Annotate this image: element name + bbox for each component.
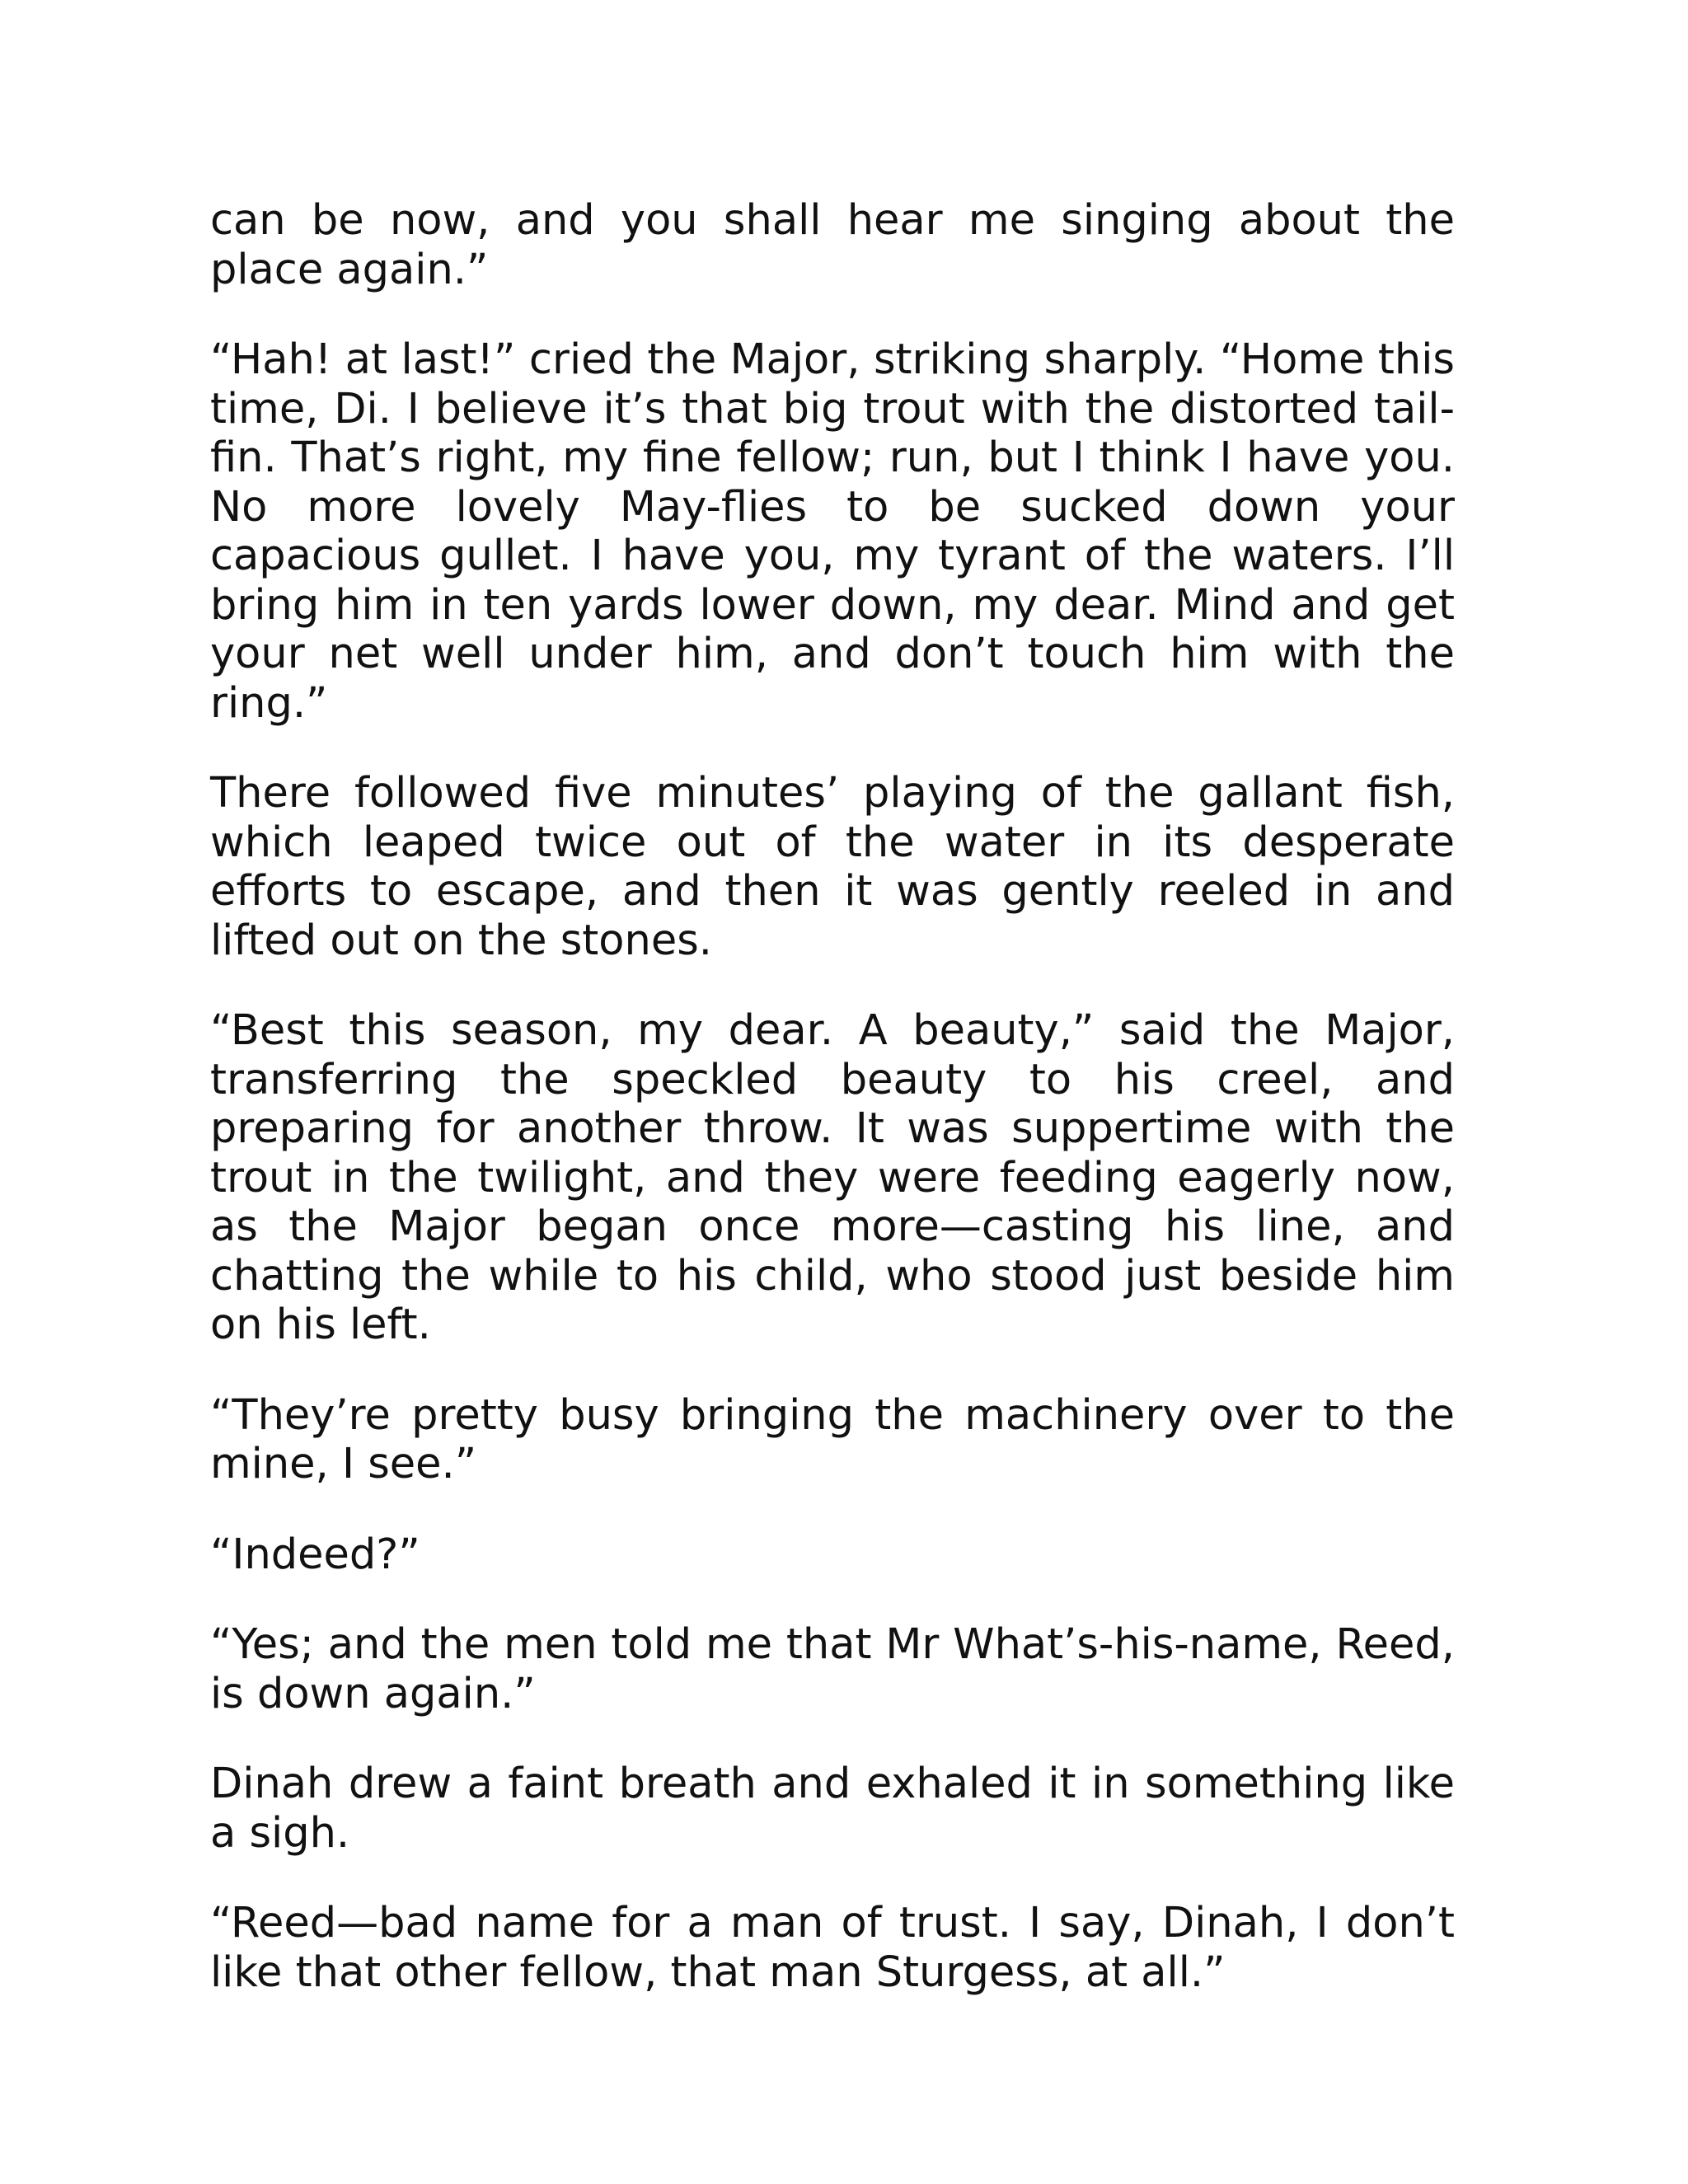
paragraph: “Best this season, my dear. A beauty,” said the Major, transferring the speckled beauty to his creel, and preparing for another throw. It was suppertime with the trout in the twilight, and they were feeding eagerly now, as the Major began once more—casting his line, and chatting the while to his child, who stood just beside him on his left.: [210, 1006, 1455, 1349]
paragraph: “They’re pretty busy bringing the machinery over to the mine, I see.”: [210, 1390, 1455, 1488]
paragraph: Dinah drew a faint breath and exhaled it in something like a sigh.: [210, 1760, 1455, 1858]
paragraph: “Yes; and the men told me that Mr What’s-his-name, Reed, is down again.”: [210, 1620, 1455, 1718]
paragraph: “Indeed?”: [210, 1530, 420, 1579]
page-body: [210, 196, 1455, 2038]
paragraph: “Hah! at last!” cried the Major, striking sharply. “Home this time, Di. I believe it’s that big trout with the distorted tail-fin. That’s right, my fine fellow; run, but I think I have you. No more lovely May-flies to be sucked down your capacious gullet. I have you, my tyrant of the waters. I’ll bring him in ten yards lower down, my dear. Mind and get your net well under him, and don’t touch him with the ring.”: [210, 335, 1455, 728]
paragraph: There followed five minutes’ playing of the gallant fish, which leaped twice out of the water in its desperate efforts to escape, and then it was gently reeled in and lifted out on the stones.: [210, 769, 1455, 965]
paragraph: “Reed—bad name for a man of trust. I say, Dinah, I don’t like that other fellow, that man Sturgess, at all.”: [210, 1899, 1455, 1997]
paragraph: can be now, and you shall hear me singing about the place again.”: [210, 196, 1455, 294]
